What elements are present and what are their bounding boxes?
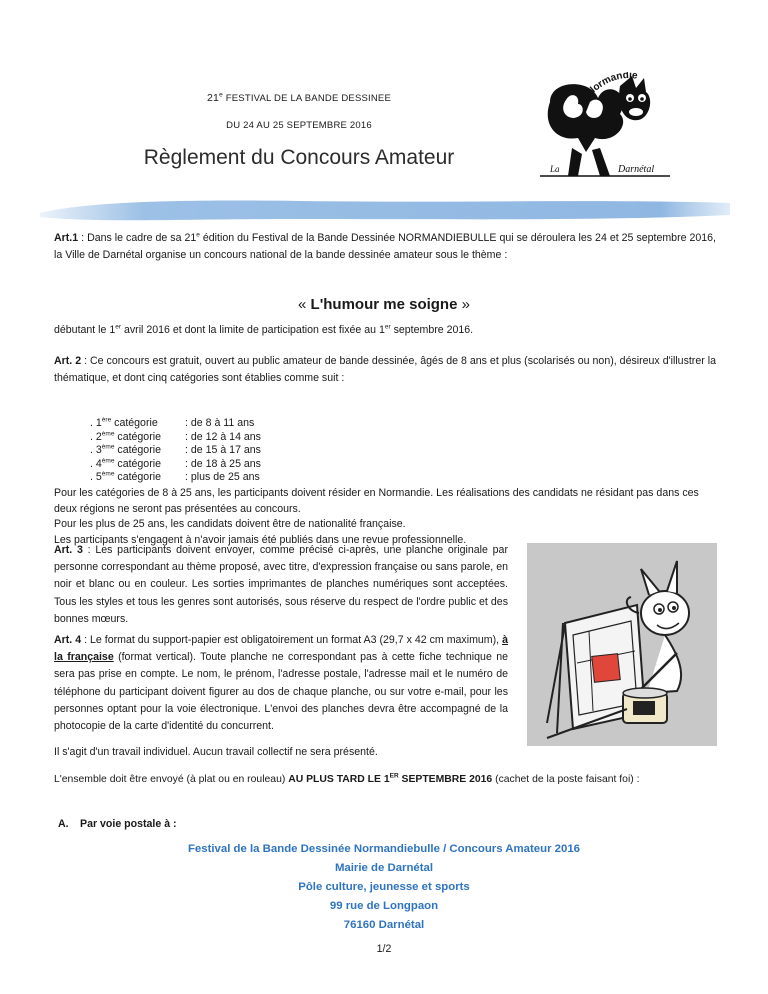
article-2: [54, 353, 716, 386]
logo-top-textpath: Normandie: [584, 72, 639, 99]
festival-dates-line: [0, 119, 598, 131]
category-name: . 4ème catégorie: [90, 457, 161, 470]
article-1-text-a: : Dans le cadre de sa 21: [78, 232, 197, 244]
deadline-sentence: [54, 772, 716, 789]
residence-rules: [54, 486, 716, 548]
article-3-text: : Les participants doivent envoyer, comme précisé ci-après, une planche originale par personne correspondant au thème proposé, avec titre, d'expression française ou sans parole, en noir et blanc ou en couleur. Les sorties imprimantes de planches numériques sont acceptées. Tous les styles et tous les genres sont autorisés, sous réserve du respect de l'ordre public et des bonnes mœurs.: [54, 544, 508, 625]
theme-open-quote: «: [298, 296, 311, 313]
category-name: . 2ème catégorie: [90, 430, 161, 443]
participation-dates: [54, 322, 716, 339]
category-sup: ère: [101, 416, 112, 424]
article-1-label: Art.1: [54, 232, 79, 244]
category-sup: ème: [101, 430, 115, 438]
category-sup: ème: [101, 443, 115, 451]
edition-text: FESTIVAL DE LA BANDE DESSINEE: [222, 93, 391, 104]
logo-graphic: [520, 72, 720, 182]
category-num: 3: [95, 444, 102, 457]
category-list: [90, 417, 261, 485]
category-sup: ème: [101, 457, 115, 465]
theme-text: L'humour me soigne: [310, 296, 458, 313]
dates-sup-1: er: [115, 323, 122, 331]
normandiebulle-logo: [520, 72, 720, 182]
article-4: [54, 632, 508, 735]
category-range: : plus de 25 ans: [185, 471, 260, 484]
category-word: catégorie: [114, 430, 161, 443]
category-num: 1: [95, 417, 102, 429]
category-row: [90, 444, 261, 458]
residence-rule-3: Les participants s'engagent à n'avoir jamais été publiés dans une revue professionnelle.: [54, 533, 467, 546]
decorative-banner: [40, 195, 730, 225]
festival-dates: DU 24 AU 25 SEPTEMBRE 2016: [226, 120, 372, 131]
article-4-underlined: à la française: [54, 634, 508, 664]
dates-text-a: débutant le 1: [54, 324, 116, 336]
deadline-sup: ER: [389, 772, 399, 780]
page-number: 1/2: [376, 943, 392, 955]
contest-theme: [0, 296, 768, 313]
deadline-bold-a: AU PLUS TARD LE 1: [288, 774, 390, 785]
dates-sup-2: er: [384, 323, 391, 331]
category-range: : de 12 à 14 ans: [185, 430, 261, 443]
logo-town: Darnétal: [618, 164, 655, 175]
cartoon-drawing: [527, 543, 717, 746]
dates-text-c: septembre 2016.: [390, 324, 474, 336]
category-word: catégorie: [114, 457, 161, 470]
article-4-text-a: : Le format du support-papier est obligatoirement un format A3 (29,7 x 42 cm maximum),: [81, 634, 503, 646]
logo-la: La: [550, 164, 560, 174]
category-row: [90, 417, 261, 431]
edition-number: 21: [206, 92, 220, 104]
residence-rule-2: Pour les plus de 25 ans, les candidats doivent être de nationalité française.: [54, 518, 406, 531]
category-num: 4: [95, 457, 102, 470]
article-1-sup: e: [196, 231, 200, 239]
category-sup: ème: [101, 470, 115, 478]
festival-edition-line: [0, 92, 598, 104]
category-range: : de 18 à 25 ans: [185, 457, 261, 470]
postal-address: [0, 840, 768, 935]
article-4-text-b: (format vertical). Toute planche ne correspondant pas à cette fiche technique ne sera pas prise en compte. Le nom, le prénom, l'adresse postale, l'adresse mail et le numéro de téléphone du participant doivent figurer au dos de chaque planche, ou sur votre e-mail, pour les personnes optant pour la voie électronique. L'envoi des planches devra être accompagné de la photocopie de la carte d'identité du concurrent.: [54, 651, 508, 733]
category-name: . 5ème catégorie: [90, 470, 161, 484]
deadline-text-b: (cachet de la poste faisant foi) :: [492, 774, 640, 785]
postal-option-heading: [58, 818, 177, 830]
article-1: [54, 230, 716, 263]
address-line: 99 rue de Longpaon: [329, 900, 439, 912]
article-2-text: : Ce concours est gratuit, ouvert au public amateur de bande dessinée, âgés de 8 ans et plus (scolarisés ou non), désireux d'illustrer la thématique, et dont cinq catégories sont établies comme suit :: [54, 355, 716, 384]
deadline-bold-b: SEPTEMBRE 2016: [398, 774, 493, 785]
category-word: catégorie: [111, 417, 158, 429]
article-1-text-b: édition du Festival de la Bande Dessinée NORMANDIEBULLE qui se déroulera les 24 et 25 septembre 2016, la Ville de Darnétal organise un concours national de la bande dessinée amateur sous le thème :: [54, 232, 716, 261]
address-line: 76160 Darnétal: [343, 919, 425, 931]
category-name: . 3ème catégorie: [90, 443, 161, 457]
dates-text-b: avril 2016 et dont la limite de participation est fixée au 1: [121, 324, 385, 336]
category-row: [90, 431, 261, 445]
article-2-label: Art. 2: [54, 355, 82, 367]
postal-option-label: Par voie postale à :: [80, 818, 177, 830]
category-num: 5: [95, 471, 102, 484]
page-title: Règlement du Concours Amateur: [143, 146, 455, 169]
category-name: . 1ère catégorie: [90, 416, 158, 429]
postal-option-key: A.: [58, 818, 69, 830]
article-3-label: Art. 3: [54, 544, 83, 556]
theme-close-quote: »: [457, 296, 470, 313]
article-3: [54, 542, 508, 628]
deadline-text-a: L'ensemble doit être envoyé (à plat ou en rouleau): [54, 774, 289, 785]
category-row: [90, 471, 261, 485]
article-4-label: Art. 4: [54, 634, 82, 646]
cartoon-illustration: [527, 543, 717, 746]
category-range: : de 15 à 17 ans: [185, 444, 261, 457]
address-line: Festival de la Bande Dessinée Normandiebulle / Concours Amateur 2016: [187, 843, 581, 855]
address-line: Pôle culture, jeunesse et sports: [298, 881, 470, 893]
address-line: Mairie de Darnétal: [334, 862, 434, 874]
category-num: 2: [95, 430, 102, 443]
individual-work-note: Il s'agit d'un travail individuel. Aucun travail collectif ne sera présenté.: [54, 746, 378, 758]
category-range: : de 8 à 11 ans: [185, 417, 255, 429]
category-word: catégorie: [114, 444, 161, 457]
category-word: catégorie: [114, 471, 161, 484]
category-row: [90, 458, 261, 472]
edition-sup: e: [219, 91, 223, 99]
residence-rule-1: Pour les catégories de 8 à 25 ans, les participants doivent résider en Normandie. Les réalisations des candidats ne résidant pas dans ces deux régions ne seront pas présentées au concours.: [54, 487, 699, 515]
